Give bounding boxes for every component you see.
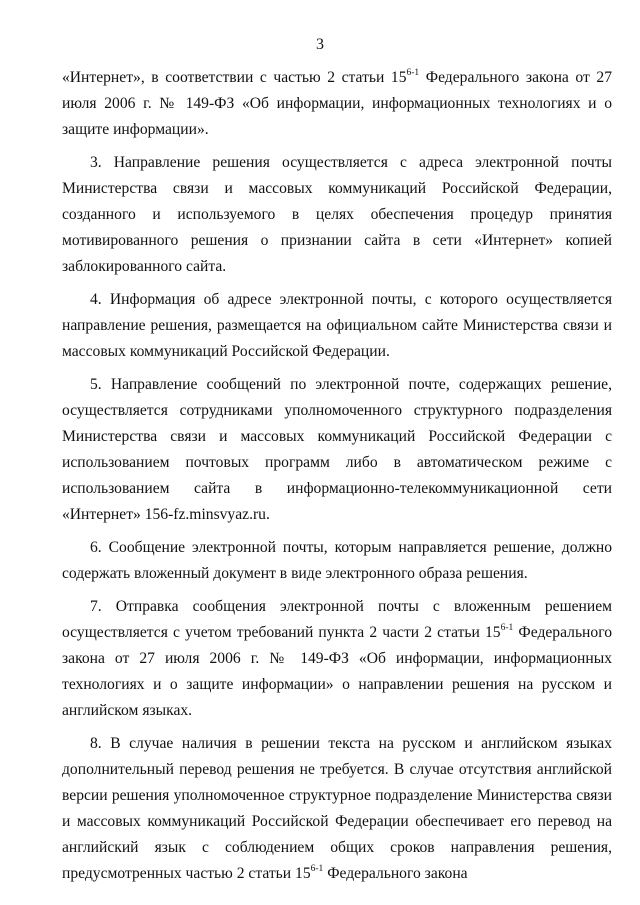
document-body	[62, 65, 612, 894]
paragraph-text: 3. Направление решения осуществляется с адреса электронной почты Министерства связи и массовых коммуникаций Российской Федерации, созданного и используемого в целях обеспечения процедур принятия мотивированного решения о признании сайта в сети «Интернет» копией заблокированного сайта.	[62, 154, 612, 275]
paragraph-text: Федерального закона	[323, 865, 468, 882]
page-number: 3	[316, 36, 324, 53]
paragraph-item-3	[62, 150, 612, 280]
paragraph-text: 6. Сообщение электронной почты, которым направляется решение, должно содержать вложенный документ в виде электронного образа решения.	[62, 539, 612, 582]
paragraph-item-7	[62, 594, 612, 724]
paragraph-item-8	[62, 731, 612, 887]
paragraph-continuation	[62, 65, 612, 143]
paragraph-text: Федерального закона от 27 июля 2006 г. № 149-ФЗ «Об информации, информационных технологиях и о защите информации».	[62, 69, 613, 138]
paragraph-text: Федерального закона от 27 июля 2006 г. № 149-ФЗ «Об информации, информационных технологиях и о защите информации» о направлении решения на русском и английском языках.	[62, 624, 612, 719]
paragraph-item-5	[62, 372, 612, 528]
paragraph-text: 5. Направление сообщений по электронной почте, содержащих решение, осуществляется сотрудниками уполномоченного структурного подразделения Министерства связи и массовых коммуникаций Российской Федерации с использованием почтовых программ либо в автоматическом режиме с использованием сайта в информационно-телекоммуникационной сети «Интернет» 156-fz.minsvyaz.ru.	[62, 376, 612, 523]
paragraph-text: 8. В случае наличия в решении текста на русском и английском языках дополнительный перевод решения не требуется. В случае отсутствия английской версии решения уполномоченное структурное подразделение Министерства связи и массовых коммуникаций Российской Федерации обеспечивает его перевод на английский язык с соблюдением общих сроков направления решения, предусмотренных частью 2 статьи 15	[62, 735, 612, 882]
superscript-article-index: 6-1	[406, 67, 420, 78]
paragraph-text: 4. Информация об адресе электронной почты, с которого осуществляется направление решения, размещается на официальном сайте Министерства связи и массовых коммуникаций Российской Федерации.	[62, 291, 612, 360]
superscript-article-index: 6-1	[310, 863, 324, 874]
paragraph-item-6	[62, 535, 612, 587]
paragraph-text: 7. Отправка сообщения электронной почты с вложенным решением осуществляется с учетом требований пункта 2 части 2 статьи 15	[62, 598, 612, 641]
superscript-article-index: 6-1	[500, 622, 514, 633]
paragraph-text: «Интернет», в соответствии с частью 2 статьи 15	[62, 69, 407, 86]
paragraph-item-4	[62, 287, 612, 365]
